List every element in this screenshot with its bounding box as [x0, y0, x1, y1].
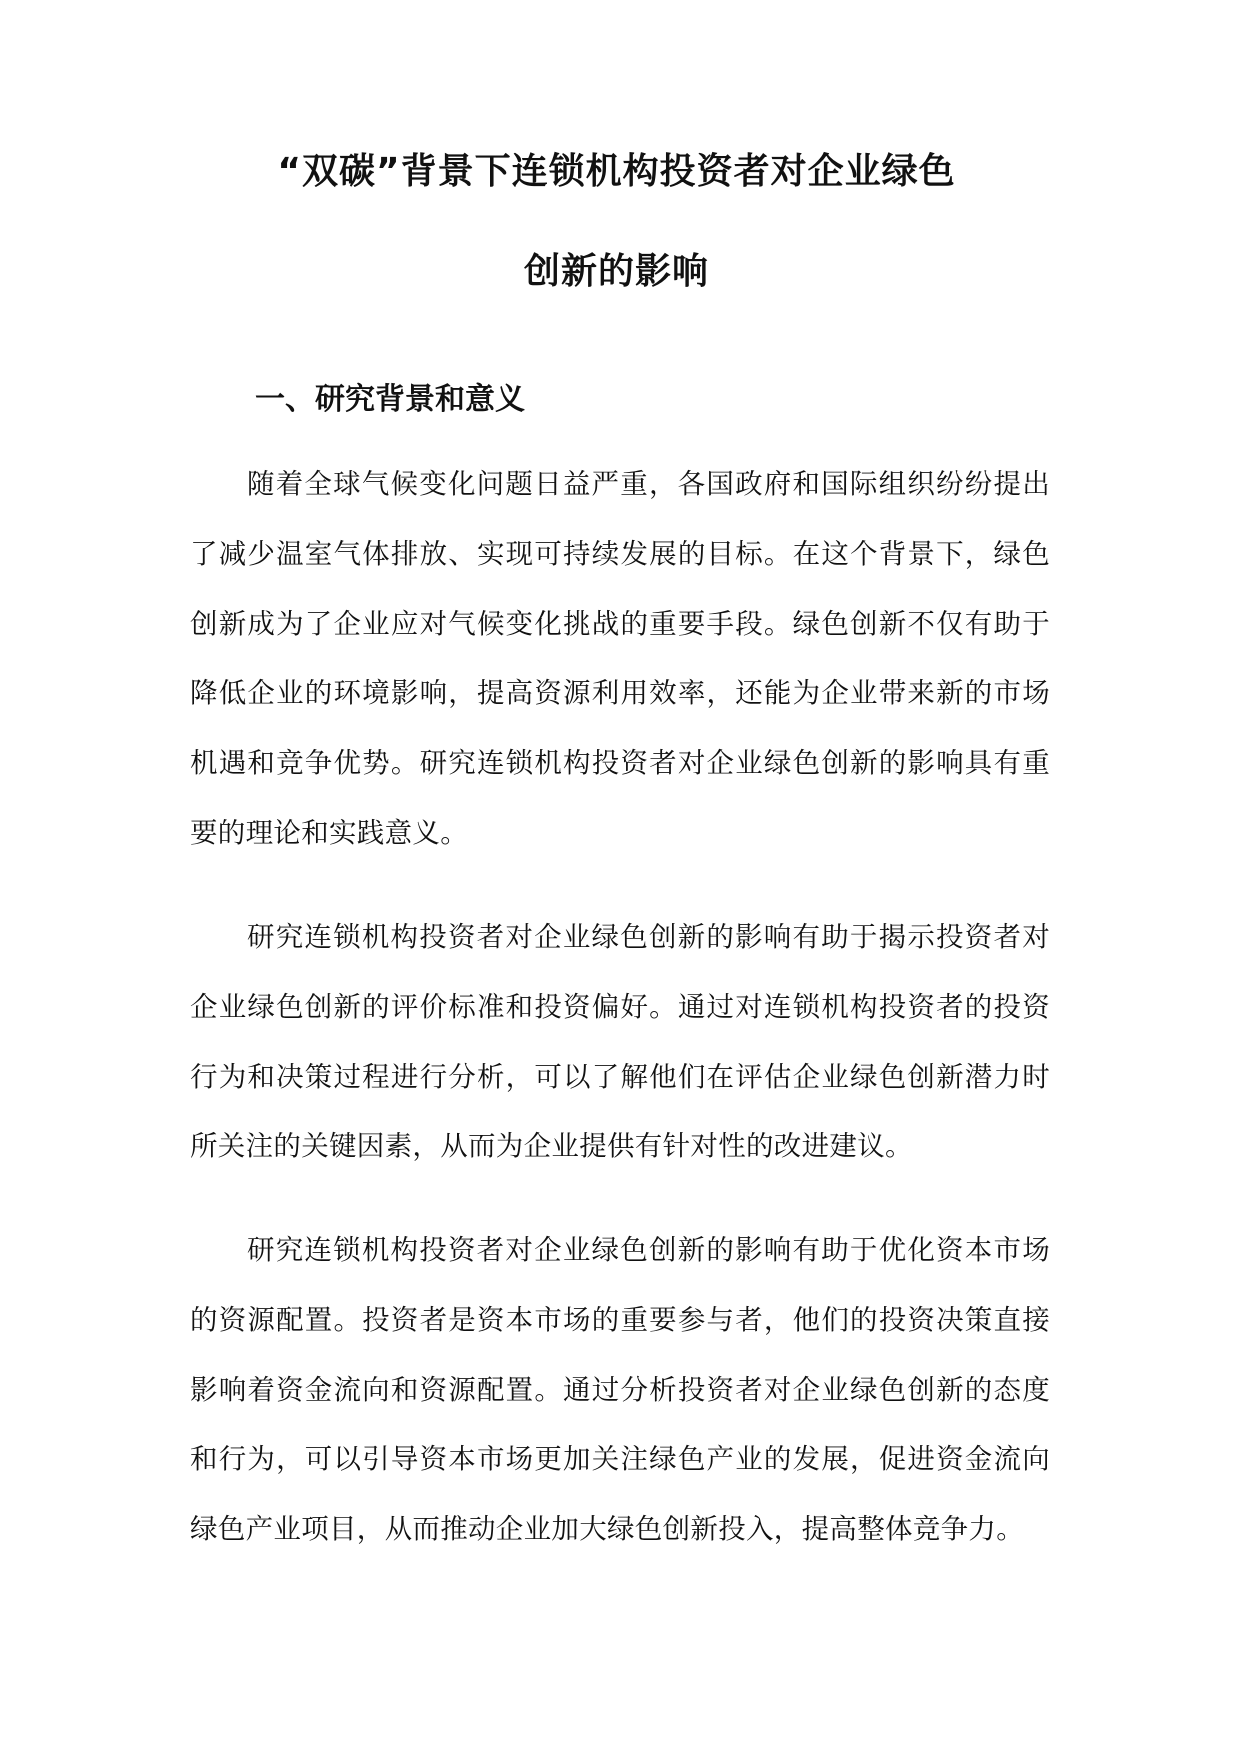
paragraph: 研究连锁机构投资者对企业绿色创新的影响有助于优化资本市场的资源配置。投资者是资本市场的重要参与者，他们的投资决策直接影响着资金流向和资源配置。通过分析投资者对企业绿色创新的态度和行为，可以引导资本市场更加关注绿色产业的发展，促进资金流向绿色产业项目，从而推动企业加大绿色创新投入，提高整体竞争力。: [190, 1234, 1050, 1546]
paragraph: 研究连锁机构投资者对企业绿色创新的影响有助于揭示投资者对企业绿色创新的评价标准和投资偏好。通过对连锁机构投资者的投资行为和决策过程进行分析，可以了解他们在评估企业绿色创新潜力时所关注的关键因素，从而为企业提供有针对性的改进建议。: [190, 921, 1050, 1163]
document-title-line-1: “双碳”背景下连锁机构投资者对企业绿色: [277, 151, 956, 192]
section-heading: 一、研究背景和意义: [255, 382, 525, 417]
document-title-line-2: 创新的影响: [523, 251, 709, 292]
paragraph: 随着全球气候变化问题日益严重，各国政府和国际组织纷纷提出了减少温室气体排放、实现可持续发展的目标。在这个背景下，绿色创新成为了企业应对气候变化挑战的重要手段。绿色创新不仅有助于降低企业的环境影响，提高资源利用效率，还能为企业带来新的市场机遇和竞争优势。研究连锁机构投资者对企业绿色创新的影响具有重要的理论和实践意义。: [190, 468, 1050, 849]
